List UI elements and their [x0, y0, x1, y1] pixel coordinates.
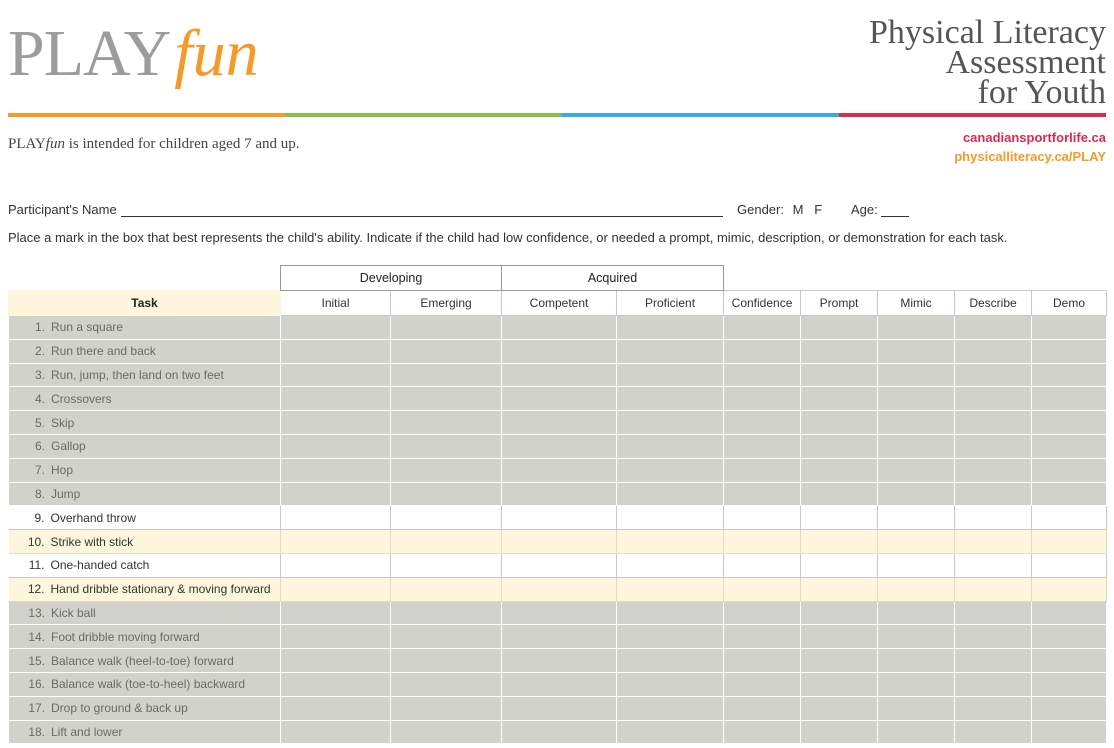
mark-cell-confidence[interactable] — [724, 601, 801, 625]
mark-cell-initial[interactable] — [281, 482, 391, 506]
mark-cell-describe[interactable] — [955, 553, 1032, 577]
table-row — [9, 553, 1107, 577]
mark-cell-prompt[interactable] — [801, 387, 878, 411]
task-number: 14. — [28, 629, 45, 644]
mark-cell-demo[interactable] — [1032, 696, 1107, 720]
header-prompt: Prompt — [801, 291, 878, 316]
mark-cell-prompt[interactable] — [801, 672, 878, 696]
header-proficient: Proficient — [617, 291, 724, 316]
task-cell — [9, 696, 281, 720]
table-row — [9, 696, 1107, 720]
mark-cell-competent[interactable] — [502, 411, 617, 435]
table-row — [9, 434, 1107, 458]
task-label: Hop — [51, 463, 74, 478]
mark-cell-emerging[interactable] — [391, 672, 502, 696]
mark-cell-demo[interactable] — [1032, 601, 1107, 625]
intro-brand-fun: fun — [45, 136, 65, 152]
mark-cell-competent[interactable] — [502, 553, 617, 577]
mark-cell-mimic[interactable] — [878, 720, 955, 744]
task-label: Run a square — [51, 320, 124, 335]
mark-cell-confidence[interactable] — [724, 458, 801, 482]
mark-cell-demo[interactable] — [1032, 387, 1107, 411]
mark-cell-demo[interactable] — [1032, 577, 1107, 601]
mark-cell-proficient[interactable] — [617, 530, 724, 554]
mark-cell-describe[interactable] — [955, 434, 1032, 458]
mark-cell-emerging[interactable] — [391, 363, 502, 387]
website-links — [954, 128, 1106, 166]
mark-cell-competent[interactable] — [502, 672, 617, 696]
divider-orange — [8, 113, 285, 117]
mark-cell-competent[interactable] — [502, 696, 617, 720]
mark-cell-demo[interactable] — [1032, 482, 1107, 506]
mark-cell-emerging[interactable] — [391, 482, 502, 506]
mark-cell-describe[interactable] — [955, 316, 1032, 340]
mark-cell-mimic[interactable] — [878, 387, 955, 411]
mark-cell-describe[interactable] — [955, 696, 1032, 720]
mark-cell-initial[interactable] — [281, 601, 391, 625]
mark-cell-emerging[interactable] — [391, 458, 502, 482]
mark-cell-describe[interactable] — [955, 387, 1032, 411]
mark-cell-demo[interactable] — [1032, 458, 1107, 482]
task-number: 10. — [27, 534, 45, 549]
mark-cell-prompt[interactable] — [801, 649, 878, 673]
mark-cell-demo[interactable] — [1032, 720, 1107, 744]
task-cell — [9, 411, 281, 435]
mark-cell-mimic[interactable] — [878, 601, 955, 625]
mark-cell-demo[interactable] — [1032, 411, 1107, 435]
task-cell — [9, 363, 281, 387]
mark-cell-prompt[interactable] — [801, 577, 878, 601]
mark-cell-competent[interactable] — [502, 316, 617, 340]
mark-cell-mimic[interactable] — [878, 530, 955, 554]
mark-cell-describe[interactable] — [955, 458, 1032, 482]
intro-brand-play: PLAY — [8, 136, 46, 152]
mark-cell-initial[interactable] — [281, 363, 391, 387]
mark-cell-emerging[interactable] — [391, 553, 502, 577]
mark-cell-initial[interactable] — [281, 720, 391, 744]
mark-cell-mimic[interactable] — [878, 649, 955, 673]
table-row — [9, 339, 1107, 363]
mark-cell-proficient[interactable] — [617, 649, 724, 673]
mark-cell-prompt[interactable] — [801, 720, 878, 744]
group-developing: Developing — [281, 266, 502, 291]
divider-green — [285, 113, 562, 117]
task-number: 3. — [34, 367, 45, 382]
task-label: Skip — [51, 415, 75, 430]
mark-cell-emerging[interactable] — [391, 411, 502, 435]
gender-options[interactable]: M F — [792, 202, 823, 217]
mark-cell-competent[interactable] — [502, 649, 617, 673]
mark-cell-confidence[interactable] — [724, 506, 801, 530]
mark-cell-proficient[interactable] — [617, 553, 724, 577]
mark-cell-demo[interactable] — [1032, 530, 1107, 554]
mark-cell-proficient[interactable] — [617, 387, 724, 411]
mark-cell-demo[interactable] — [1032, 339, 1107, 363]
mark-cell-prompt[interactable] — [801, 625, 878, 649]
mark-cell-confidence[interactable] — [724, 434, 801, 458]
mark-cell-prompt[interactable] — [801, 553, 878, 577]
instruction-text: Place a mark in the box that best represents the child's ability. Indicate if the child had low confidence, or needed a prompt, mimic, description, or demonstration for each task. — [8, 230, 1008, 245]
task-label: Run there and back — [51, 344, 156, 359]
header-initial: Initial — [281, 291, 391, 316]
table-row — [9, 625, 1107, 649]
link-physicalliteracy[interactable]: physicalliteracy.ca/PLAY — [954, 149, 1106, 164]
mark-cell-prompt[interactable] — [801, 411, 878, 435]
page-title — [869, 14, 1106, 111]
task-number: 5. — [34, 415, 45, 430]
mark-cell-mimic[interactable] — [878, 411, 955, 435]
mark-cell-competent[interactable] — [502, 577, 617, 601]
mark-cell-initial[interactable] — [281, 387, 391, 411]
header-competent: Competent — [502, 291, 617, 316]
table-row — [9, 672, 1107, 696]
table-row — [9, 363, 1107, 387]
mark-cell-competent[interactable] — [502, 625, 617, 649]
table-row — [9, 506, 1107, 530]
mark-cell-demo[interactable] — [1032, 363, 1107, 387]
title-line-2: Assessment — [945, 44, 1106, 81]
mark-cell-mimic[interactable] — [878, 434, 955, 458]
mark-cell-competent[interactable] — [502, 482, 617, 506]
mark-cell-proficient[interactable] — [617, 672, 724, 696]
task-cell — [9, 434, 281, 458]
task-label: Lift and lower — [51, 724, 123, 739]
table-row — [9, 649, 1107, 673]
mark-cell-demo[interactable] — [1032, 506, 1107, 530]
mark-cell-proficient[interactable] — [617, 720, 724, 744]
mark-cell-mimic[interactable] — [878, 625, 955, 649]
mark-cell-confidence[interactable] — [724, 387, 801, 411]
task-label: Strike with stick — [50, 534, 134, 549]
intro-text — [8, 136, 299, 153]
mark-cell-competent[interactable] — [502, 387, 617, 411]
table-row — [9, 601, 1107, 625]
mark-cell-proficient[interactable] — [617, 577, 724, 601]
mark-cell-proficient[interactable] — [617, 506, 724, 530]
participant-name-label: Participant's Name — [8, 202, 117, 217]
title-line-3: for Youth — [977, 74, 1106, 111]
table-row — [9, 577, 1107, 601]
mark-cell-emerging[interactable] — [391, 506, 502, 530]
task-label: Crossovers — [51, 391, 112, 406]
mark-cell-emerging[interactable] — [391, 696, 502, 720]
mark-cell-initial[interactable] — [281, 672, 391, 696]
age-label: Age: — [851, 202, 878, 217]
task-cell — [9, 482, 281, 506]
mark-cell-initial[interactable] — [281, 530, 391, 554]
mark-cell-emerging[interactable] — [391, 339, 502, 363]
task-cell — [9, 316, 281, 340]
mark-cell-describe[interactable] — [955, 411, 1032, 435]
mark-cell-proficient[interactable] — [617, 601, 724, 625]
mark-cell-emerging[interactable] — [391, 625, 502, 649]
task-cell — [9, 672, 281, 696]
mark-cell-confidence[interactable] — [724, 696, 801, 720]
task-label: One-handed catch — [50, 558, 150, 573]
mark-cell-proficient[interactable] — [617, 339, 724, 363]
mark-cell-emerging[interactable] — [391, 649, 502, 673]
task-label: Balance walk (toe-to-heel) backward — [51, 677, 246, 692]
mark-cell-describe[interactable] — [955, 720, 1032, 744]
task-cell — [9, 387, 281, 411]
mark-cell-describe[interactable] — [955, 363, 1032, 387]
participant-name-blank[interactable] — [121, 203, 723, 217]
mark-cell-competent[interactable] — [502, 458, 617, 482]
task-number: 4. — [34, 391, 45, 406]
mark-cell-demo[interactable] — [1032, 553, 1107, 577]
mark-cell-mimic[interactable] — [878, 506, 955, 530]
task-label: Hand dribble stationary & moving forward — [50, 582, 271, 597]
mark-cell-emerging[interactable] — [391, 601, 502, 625]
playfun-logo — [8, 14, 259, 94]
divider-red — [839, 113, 1106, 117]
mark-cell-proficient[interactable] — [617, 434, 724, 458]
mark-cell-prompt[interactable] — [801, 363, 878, 387]
mark-cell-demo[interactable] — [1032, 649, 1107, 673]
task-label: Overhand throw — [50, 510, 136, 525]
header-confidence: Confidence — [724, 291, 801, 316]
mark-cell-proficient[interactable] — [617, 363, 724, 387]
mark-cell-prompt[interactable] — [801, 601, 878, 625]
task-number: 6. — [34, 439, 45, 454]
task-label: Foot dribble moving forward — [51, 629, 200, 644]
mark-cell-initial[interactable] — [281, 553, 391, 577]
mark-cell-prompt[interactable] — [801, 458, 878, 482]
mark-cell-prompt[interactable] — [801, 506, 878, 530]
mark-cell-mimic[interactable] — [878, 339, 955, 363]
mark-cell-initial[interactable] — [281, 577, 391, 601]
gender-label: Gender: — [737, 202, 784, 217]
table-row — [9, 458, 1107, 482]
task-cell — [9, 339, 281, 363]
age-field — [851, 202, 909, 217]
mark-cell-describe[interactable] — [955, 577, 1032, 601]
group-blank — [9, 266, 281, 291]
task-cell — [9, 530, 281, 554]
mark-cell-initial[interactable] — [281, 625, 391, 649]
mark-cell-proficient[interactable] — [617, 458, 724, 482]
mark-cell-describe[interactable] — [955, 339, 1032, 363]
mark-cell-competent[interactable] — [502, 339, 617, 363]
assessment-table — [8, 265, 1107, 744]
header-demo: Demo — [1032, 291, 1107, 316]
mark-cell-mimic[interactable] — [878, 363, 955, 387]
age-blank[interactable] — [881, 203, 909, 217]
task-label: Drop to ground & back up — [51, 701, 188, 716]
mark-cell-confidence[interactable] — [724, 411, 801, 435]
logo-fun-text: fun — [174, 17, 259, 90]
task-number: 15. — [28, 653, 45, 668]
task-cell — [9, 577, 281, 601]
mark-cell-emerging[interactable] — [391, 530, 502, 554]
task-cell — [9, 506, 281, 530]
mark-cell-initial[interactable] — [281, 506, 391, 530]
mark-cell-competent[interactable] — [502, 720, 617, 744]
mark-cell-describe[interactable] — [955, 672, 1032, 696]
mark-cell-initial[interactable] — [281, 434, 391, 458]
mark-cell-mimic[interactable] — [878, 696, 955, 720]
mark-cell-emerging[interactable] — [391, 577, 502, 601]
table-row — [9, 530, 1107, 554]
mark-cell-mimic[interactable] — [878, 577, 955, 601]
mark-cell-emerging[interactable] — [391, 316, 502, 340]
table-row — [9, 720, 1107, 744]
logo-play-text: PLAY — [8, 17, 171, 90]
mark-cell-mimic[interactable] — [878, 458, 955, 482]
mark-cell-demo[interactable] — [1032, 625, 1107, 649]
mark-cell-prompt[interactable] — [801, 530, 878, 554]
task-cell — [9, 720, 281, 744]
intro-body: is intended for children aged 7 and up. — [64, 136, 300, 152]
header-task: Task — [9, 291, 281, 316]
mark-cell-confidence[interactable] — [724, 625, 801, 649]
color-divider — [8, 113, 1106, 117]
title-line-1: Physical Literacy — [869, 14, 1106, 51]
mark-cell-emerging[interactable] — [391, 434, 502, 458]
mark-cell-competent[interactable] — [502, 363, 617, 387]
task-label: Balance walk (heel-to-toe) forward — [51, 653, 234, 668]
mark-cell-describe[interactable] — [955, 625, 1032, 649]
mark-cell-initial[interactable] — [281, 411, 391, 435]
mark-cell-confidence[interactable] — [724, 672, 801, 696]
header-emerging: Emerging — [391, 291, 502, 316]
task-number: 8. — [34, 486, 45, 501]
mark-cell-describe[interactable] — [955, 649, 1032, 673]
mark-cell-mimic[interactable] — [878, 316, 955, 340]
mark-cell-prompt[interactable] — [801, 316, 878, 340]
participant-name-field — [8, 202, 723, 217]
table-row — [9, 482, 1107, 506]
mark-cell-confidence[interactable] — [724, 553, 801, 577]
mark-cell-initial[interactable] — [281, 316, 391, 340]
mark-cell-demo[interactable] — [1032, 316, 1107, 340]
mark-cell-prompt[interactable] — [801, 482, 878, 506]
mark-cell-emerging[interactable] — [391, 387, 502, 411]
mark-cell-initial[interactable] — [281, 339, 391, 363]
group-acquired: Acquired — [502, 266, 724, 291]
mark-cell-mimic[interactable] — [878, 553, 955, 577]
mark-cell-confidence[interactable] — [724, 649, 801, 673]
mark-cell-proficient[interactable] — [617, 482, 724, 506]
task-number: 11. — [28, 558, 45, 573]
header-mimic: Mimic — [878, 291, 955, 316]
mark-cell-initial[interactable] — [281, 696, 391, 720]
mark-cell-competent[interactable] — [502, 530, 617, 554]
mark-cell-competent[interactable] — [502, 601, 617, 625]
task-number: 18. — [28, 724, 45, 739]
task-label: Jump — [51, 486, 81, 501]
task-number: 13. — [28, 605, 45, 620]
task-cell — [9, 601, 281, 625]
mark-cell-describe[interactable] — [955, 482, 1032, 506]
task-label: Run, jump, then land on two feet — [51, 367, 224, 382]
task-label: Kick ball — [51, 605, 96, 620]
task-number: 9. — [34, 510, 45, 525]
mark-cell-confidence[interactable] — [724, 316, 801, 340]
task-cell — [9, 649, 281, 673]
mark-cell-initial[interactable] — [281, 649, 391, 673]
mark-cell-demo[interactable] — [1032, 434, 1107, 458]
mark-cell-prompt[interactable] — [801, 434, 878, 458]
mark-cell-confidence[interactable] — [724, 339, 801, 363]
mark-cell-proficient[interactable] — [617, 411, 724, 435]
group-blank-right — [724, 266, 1107, 291]
mark-cell-proficient[interactable] — [617, 696, 724, 720]
mark-cell-initial[interactable] — [281, 458, 391, 482]
table-row — [9, 316, 1107, 340]
task-number: 12. — [27, 582, 45, 597]
mark-cell-prompt[interactable] — [801, 696, 878, 720]
link-canadiansportforlife[interactable]: canadiansportforlife.ca — [962, 130, 1106, 145]
table-row — [9, 387, 1107, 411]
task-number: 7. — [34, 463, 45, 478]
mark-cell-describe[interactable] — [955, 601, 1032, 625]
task-number: 16. — [28, 677, 45, 692]
mark-cell-competent[interactable] — [502, 434, 617, 458]
task-number: 2. — [34, 344, 45, 359]
mark-cell-competent[interactable] — [502, 506, 617, 530]
mark-cell-describe[interactable] — [955, 530, 1032, 554]
task-label: Gallop — [51, 439, 86, 454]
mark-cell-confidence[interactable] — [724, 577, 801, 601]
task-cell — [9, 458, 281, 482]
header-describe: Describe — [955, 291, 1032, 316]
mark-cell-confidence[interactable] — [724, 482, 801, 506]
task-number: 1. — [34, 320, 45, 335]
mark-cell-confidence[interactable] — [724, 720, 801, 744]
mark-cell-mimic[interactable] — [878, 672, 955, 696]
mark-cell-proficient[interactable] — [617, 625, 724, 649]
gender-field — [737, 202, 822, 217]
mark-cell-prompt[interactable] — [801, 339, 878, 363]
mark-cell-confidence[interactable] — [724, 363, 801, 387]
mark-cell-demo[interactable] — [1032, 672, 1107, 696]
mark-cell-describe[interactable] — [955, 506, 1032, 530]
table-row — [9, 411, 1107, 435]
mark-cell-emerging[interactable] — [391, 720, 502, 744]
task-cell — [9, 553, 281, 577]
mark-cell-proficient[interactable] — [617, 316, 724, 340]
mark-cell-mimic[interactable] — [878, 482, 955, 506]
mark-cell-confidence[interactable] — [724, 530, 801, 554]
task-number: 17. — [28, 701, 45, 716]
task-cell — [9, 625, 281, 649]
divider-blue — [561, 113, 839, 117]
